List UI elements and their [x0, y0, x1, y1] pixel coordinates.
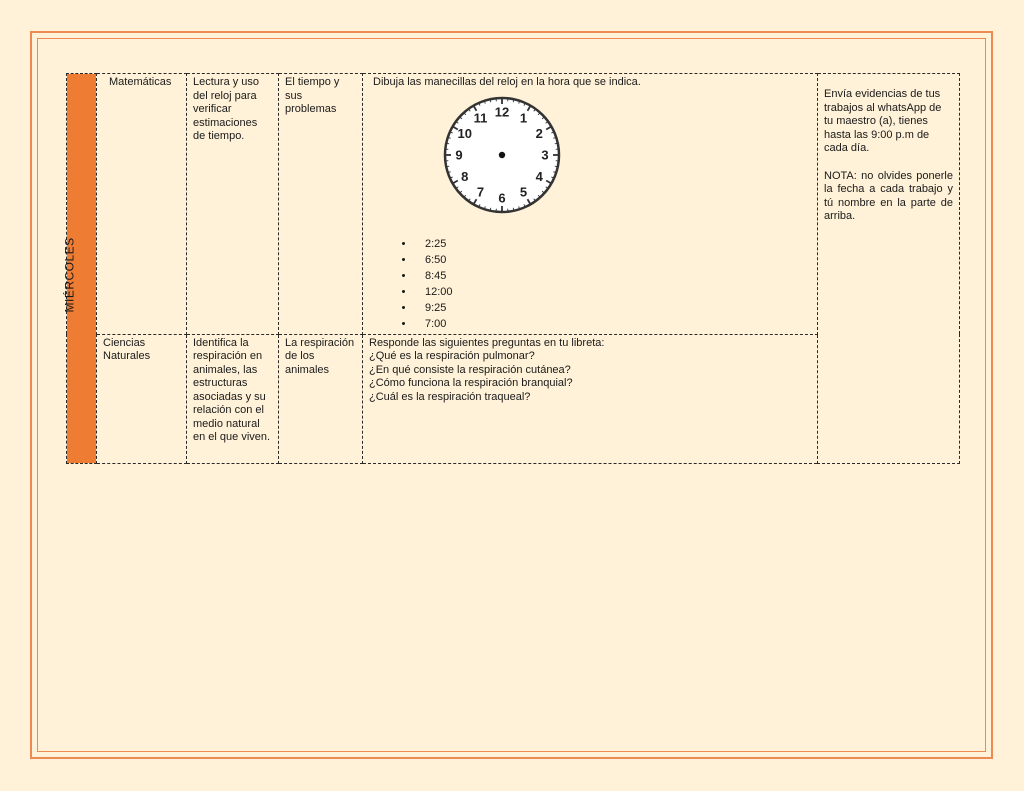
clock-number: 6: [498, 190, 506, 205]
clock-number: 3: [541, 147, 549, 162]
day-label: MIÉRCOLES: [62, 237, 77, 313]
learning-goal-cell: Lectura y uso del reloj para verificar estimaciones de tiempo.: [187, 74, 279, 335]
clock-tick: [513, 99, 514, 102]
clock-number: 8: [461, 168, 469, 184]
list-item: • 8:45: [415, 268, 811, 284]
clock-number: 9: [455, 147, 463, 162]
clock-number: 11: [473, 109, 488, 125]
topic-cell: La respiración de los animales: [279, 334, 363, 463]
subject-cell: [97, 74, 187, 335]
clock-tick: [555, 143, 558, 144]
lesson-plan-table: [62, 73, 960, 464]
clock-icon: [441, 94, 563, 216]
clock-tick: [513, 207, 514, 210]
subject-label: Ciencias Naturales: [103, 336, 151, 362]
evidence-note: Envía evidencias de tus trabajos al whatsApp de tu maestro (a), tienes hasta las 9:00 p.m de cada día.: [824, 88, 942, 154]
list-item: • 12:00: [415, 284, 811, 300]
activity-cell: [363, 74, 818, 335]
times-list: [369, 236, 811, 332]
clock-center: [499, 151, 505, 157]
clock-number: 12: [494, 104, 510, 119]
list-item: • 2:25: [415, 236, 811, 252]
list-item: • 7:00: [415, 316, 811, 332]
clock-tick: [490, 99, 491, 102]
clock-number: 5: [519, 184, 528, 200]
clock-number: 2: [535, 125, 543, 141]
question-line: ¿Cómo funciona la respiración branquial?: [369, 377, 573, 389]
topic-cell: El tiempo y sus problemas: [279, 74, 363, 335]
clock-number: 7: [476, 184, 485, 200]
activity-cell: [363, 334, 818, 463]
day-column: [62, 74, 97, 464]
learning-goal-cell: Identifica la respiración en animales, las estructuras asociadas y su relación con el medio natural en el que viven.: [187, 334, 279, 463]
question-line: ¿Qué es la respiración pulmonar?: [369, 350, 535, 362]
clock-tick: [555, 166, 558, 167]
question-line: ¿En qué consiste la respiración cutánea?: [369, 363, 571, 376]
clock-number: 4: [535, 168, 543, 184]
question-line: ¿Cuál es la respiración traqueal?: [369, 390, 531, 403]
clock-tick: [446, 143, 449, 144]
reminder-note: NOTA: no olvides ponerle la fecha a cada trabajo y tú nombre en la parte de arriba.: [824, 169, 953, 222]
list-item: • 9:25: [415, 300, 811, 316]
subject-cell: [97, 334, 187, 463]
activity-title: Dibuja las manecillas del reloj en la hora que se indica.: [373, 76, 641, 88]
clock-tick: [446, 166, 449, 167]
notes-cell: [818, 74, 960, 464]
list-item: • 6:50: [415, 252, 811, 268]
clock-tick: [490, 207, 491, 210]
clock-number: 1: [519, 109, 528, 125]
subject-label: Matemáticas: [109, 76, 172, 88]
table-row-matematicas: [67, 74, 960, 335]
clock-face: [441, 94, 563, 216]
clock-number: 10: [457, 125, 472, 141]
activity-title: Responde las siguientes preguntas en tu libreta:: [369, 336, 605, 349]
